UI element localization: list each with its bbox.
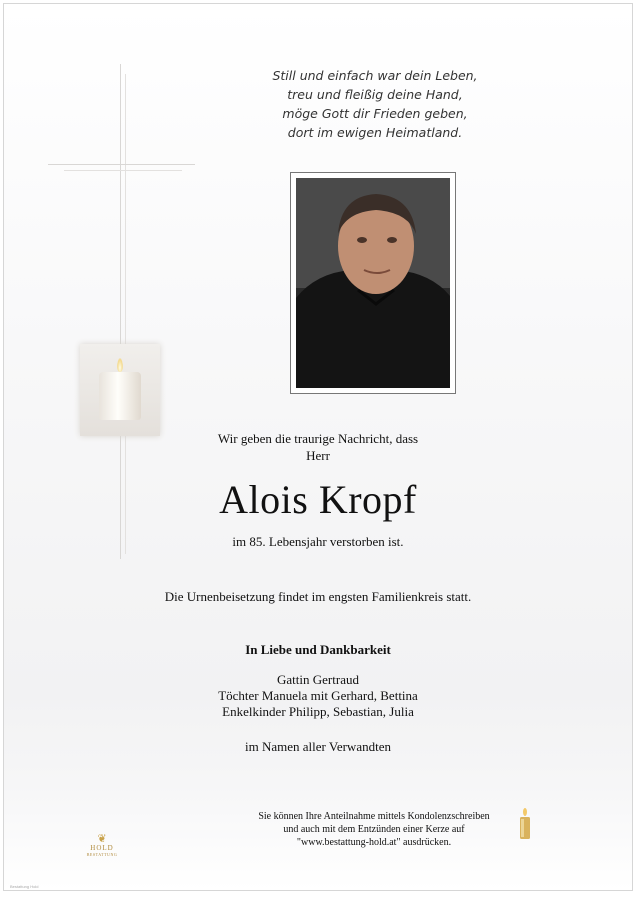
mourners-heading: In Liebe und Dankbarkeit: [245, 642, 391, 657]
condolence-footer: [224, 810, 524, 849]
burial-note: Die Urnenbeisetzung findet im engsten Familienkreis statt.: [164, 589, 472, 604]
logo-name: HOLD: [90, 844, 114, 852]
mourner-line: Töchter Manuela mit Gerhard, Bettina: [218, 688, 418, 703]
mourner-line: Enkelkinder Philipp, Sebastian, Julia: [222, 704, 414, 719]
logo-subtitle: BESTATTUNG: [86, 852, 118, 857]
portrait-illustration: [296, 178, 450, 388]
announcement-intro: Wir geben die traurige Nachricht, dass: [217, 431, 419, 446]
poem-line: treu und fleißig deine Hand,: [287, 87, 463, 102]
age-line: im 85. Lebensjahr verstorben ist.: [232, 534, 404, 549]
poem-line: Still und einfach war dein Leben,: [272, 68, 478, 83]
obituary-page: [3, 3, 633, 891]
logo-mark: ❦: [97, 833, 107, 845]
portrait-frame: [290, 172, 456, 394]
small-candle-icon: [518, 807, 532, 841]
printer-note: Bestattung Hold: [10, 884, 39, 889]
footer-line: Sie können Ihre Anteilnahme mittels Kondolenzschreiben: [258, 811, 490, 822]
cross-horizontal-line-inner: [64, 170, 182, 171]
cross-horizontal-line: [48, 164, 195, 165]
announcement-salutation: Herr: [306, 448, 330, 463]
footer-line: "www.bestattung-hold.at" ausdrücken.: [296, 837, 452, 848]
mourners-closing: im Namen aller Verwandten: [245, 739, 391, 754]
footer-line: und auch mit dem Entzünden einer Kerze auf: [283, 824, 465, 835]
candle-body: [99, 372, 141, 420]
deceased-name: Alois Kropf: [219, 477, 417, 522]
poem-line: möge Gott dir Frieden geben,: [282, 106, 468, 121]
mourner-line: Gattin Gertraud: [277, 672, 359, 687]
candle-icon: [80, 344, 160, 436]
poem: [244, 66, 506, 142]
candle-flame: [117, 358, 123, 372]
hold-logo-icon: [82, 834, 122, 857]
portrait-photo: [296, 178, 450, 388]
poem-line: dort im ewigen Heimatland.: [287, 125, 463, 140]
